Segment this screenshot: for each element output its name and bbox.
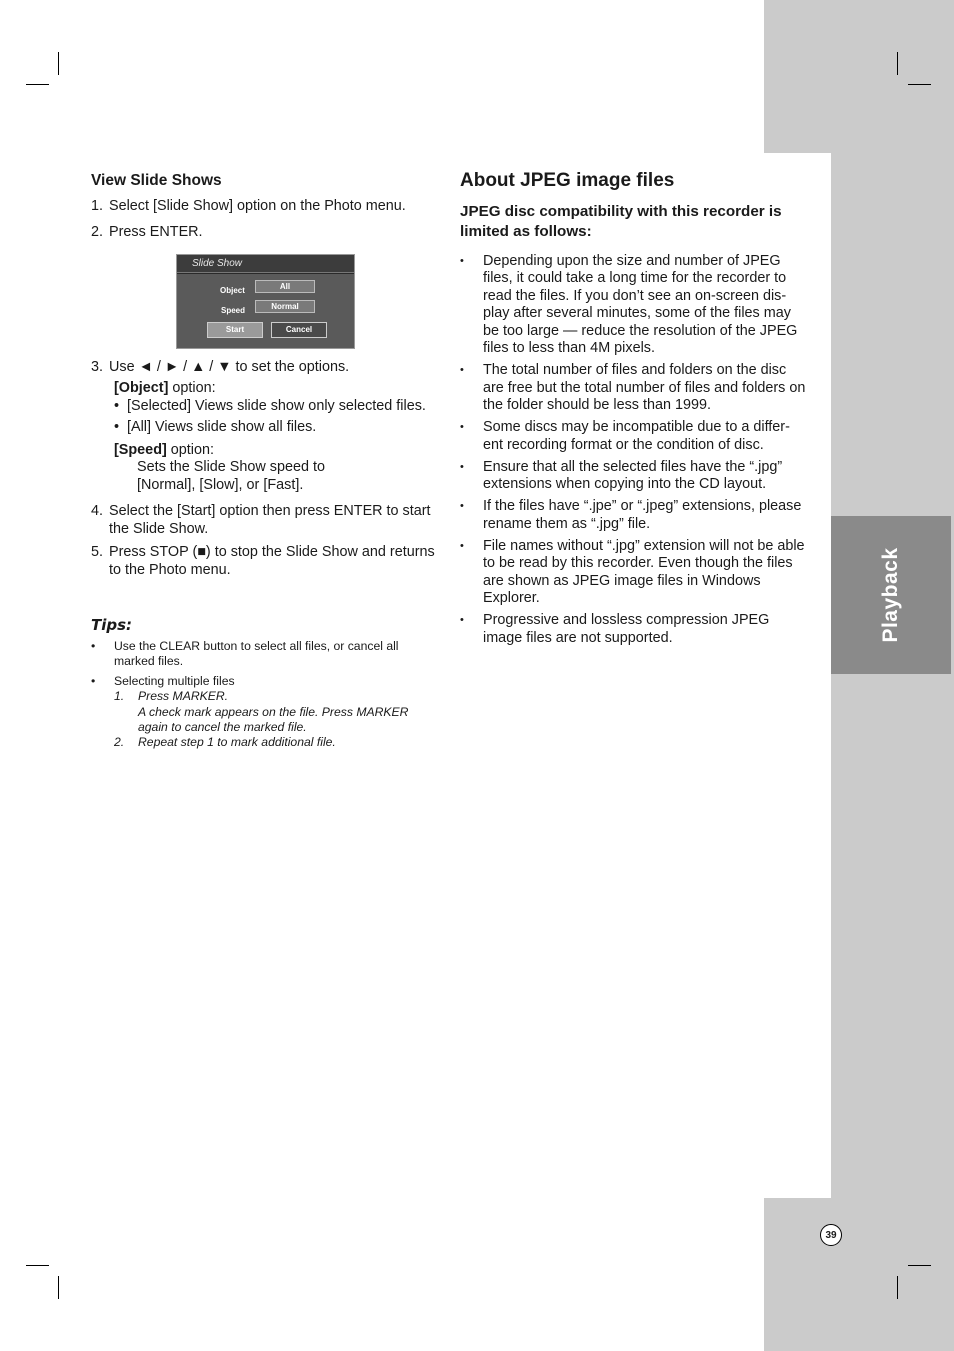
crop-mark: [897, 52, 898, 75]
option-suffix: option:: [166, 441, 214, 458]
tip-item: • Selecting multiple files 1. Press MARKER. A check mark appears on the file. Press MARKER again to cancel the marked file. 2. Repeat step 1 to mark additional file.: [91, 674, 441, 750]
bullet-text: Some discs may be incompatible due to a differ- ent recording format or the condition of disc.: [483, 419, 790, 453]
speed-option-desc-2: [Normal], [Slow], or [Fast].: [137, 476, 304, 493]
substep-number: 1.: [114, 689, 125, 704]
sidebar-background-bottom: [764, 1198, 954, 1351]
step-number: 3.: [91, 358, 104, 375]
view-slide-shows-heading: View Slide Shows: [91, 172, 222, 189]
steps-list-end: [91, 503, 441, 579]
step-1: [91, 198, 441, 216]
crop-mark: [58, 52, 59, 75]
jpeg-compat-subheading: JPEG disc compatibility with this recorder is limited as follows:: [460, 202, 782, 240]
substep-number: 2.: [114, 735, 125, 750]
tip-substep: [114, 735, 441, 750]
right-column: [460, 172, 810, 652]
step-number: 4.: [91, 503, 104, 519]
section-tab: [831, 516, 951, 674]
osd-speed-value: Normal: [255, 300, 315, 313]
crop-mark: [26, 1265, 49, 1266]
object-option-all: • [All] Views slide show all files.: [114, 419, 317, 435]
bullet-text: If the files have “.jpe” or “.jpeg” extensions, please rename them as “.jpg” file.: [483, 498, 802, 532]
object-option-list: [91, 398, 441, 437]
jpeg-bullet: • Ensure that all the selected files have the “.jpg” extensions when copying into the CD layout.: [460, 458, 783, 492]
substep-text: Repeat step 1 to mark additional file.: [138, 735, 336, 750]
osd-body: [177, 274, 354, 348]
step-text: Select [Slide Show] option on the Photo menu.: [109, 197, 406, 214]
step-number: 5.: [91, 544, 104, 560]
tip-text: Use the CLEAR button to select all files, or cancel all marked files.: [114, 638, 399, 668]
bullet-text: [All] Views slide show all files.: [127, 419, 317, 435]
object-option-selected: • [Selected] Views slide show only selected files.: [114, 397, 426, 414]
crop-mark: [58, 1276, 59, 1299]
page-number: 39: [820, 1224, 842, 1246]
osd-start-button: Start: [207, 322, 263, 338]
bullet-text: File names without “.jpg” extension will not be able to be read by this recorder. Even though the files are shown as JPEG image files in Windows Explorer.: [483, 537, 805, 606]
steps-list-continued: [91, 359, 441, 377]
steps-list: [91, 198, 441, 242]
step-text: Select the [Start] option then press ENTER to start the Slide Show.: [109, 503, 431, 537]
jpeg-bullet: • The total number of files and folders on the disc are free but the total number of files and folders on the folder should be less than 1999.: [460, 362, 806, 413]
step-number: 1.: [91, 197, 104, 214]
speed-option-name: [Speed]: [114, 441, 167, 458]
crop-mark: [26, 84, 49, 85]
jpeg-bullet: • File names without “.jpg” extension will not be able to be read by this recorder. Even though the files are shown as JPEG image files in Windows Explorer.: [460, 537, 805, 606]
jpeg-bullet: • If the files have “.jpe” or “.jpeg” extensions, please rename them as “.jpg” file.: [460, 498, 802, 532]
step-text: Press STOP (■) to stop the Slide Show and returns to the Photo menu.: [109, 544, 435, 578]
tip-substeps: [114, 689, 441, 750]
osd-object-value: All: [255, 280, 315, 293]
bullet-text: Depending upon the size and number of JPEG files, it could take a long time for the recorder to read the files. If you don’t see an on-screen dis- play after several minutes, some of the files may be too large — reduce the resolution of the JPEG files to less than 4M pixels.: [483, 252, 798, 356]
slide-show-osd-screenshot: [176, 254, 355, 349]
step-2: [91, 224, 441, 242]
jpeg-bullet: • Depending upon the size and number of JPEG files, it could take a long time for the recorder to read the files. If you don’t see an on-screen dis- play after several minutes, some of the files may be too large — reduce the resolution of the JPEG files to less than 4M pixels.: [460, 252, 798, 356]
bullet-text: [Selected] Views slide show only selected files.: [127, 397, 426, 414]
step-3: [91, 359, 441, 377]
substep-text: A check mark appears on the file. Press MARKER again to cancel the marked file.: [138, 704, 409, 734]
osd-speed-label: Speed: [221, 305, 246, 315]
option-suffix: option:: [168, 380, 216, 396]
crop-mark: [908, 1265, 931, 1266]
jpeg-bullet-list: [460, 253, 810, 648]
tip-text: Selecting multiple files: [114, 674, 235, 689]
osd-cancel-button: Cancel: [271, 322, 327, 338]
sidebar-background: [831, 153, 954, 1198]
tip-substep: [114, 689, 441, 735]
bullet-text: The total number of files and folders on the disc are free but the total number of files and folders on the folder should be less than 1999.: [483, 362, 806, 413]
osd-title: Slide Show: [177, 255, 354, 273]
step-4: [91, 503, 441, 538]
substep-text: Press MARKER.: [138, 689, 229, 704]
jpeg-bullet: • Progressive and lossless compression JPEG image files are not supported.: [460, 612, 770, 646]
jpeg-bullet: • Some discs may be incompatible due to a differ- ent recording format or the condition of disc.: [460, 419, 790, 453]
crop-mark: [908, 84, 931, 85]
speed-option-title: [91, 442, 441, 460]
speed-option-desc-1: Sets the Slide Show speed to: [137, 459, 325, 475]
section-tab-label: Playback: [879, 547, 902, 643]
object-option-name: [Object]: [114, 380, 169, 396]
step-5: [91, 544, 441, 579]
tips-heading: Tips:: [91, 616, 133, 634]
bullet-text: Progressive and lossless compression JPEG image files are not supported.: [483, 612, 770, 646]
osd-object-label: Object: [220, 285, 245, 295]
left-column: [91, 172, 441, 756]
bullet-text: Ensure that all the selected files have the “.jpg” extensions when copying into the CD layout.: [483, 458, 783, 492]
sidebar-background-top: [764, 0, 954, 153]
tips-list: [91, 639, 441, 751]
step-text: Press ENTER.: [109, 224, 203, 240]
tip-item: • Use the CLEAR button to select all files, or cancel all marked files.: [91, 638, 399, 668]
about-jpeg-heading: About JPEG image files: [460, 170, 675, 191]
step-text: Use ◄ / ► / ▲ / ▼ to set the options.: [109, 358, 350, 375]
object-option-title: [91, 380, 441, 398]
step-number: 2.: [91, 224, 104, 240]
crop-mark: [897, 1276, 898, 1299]
